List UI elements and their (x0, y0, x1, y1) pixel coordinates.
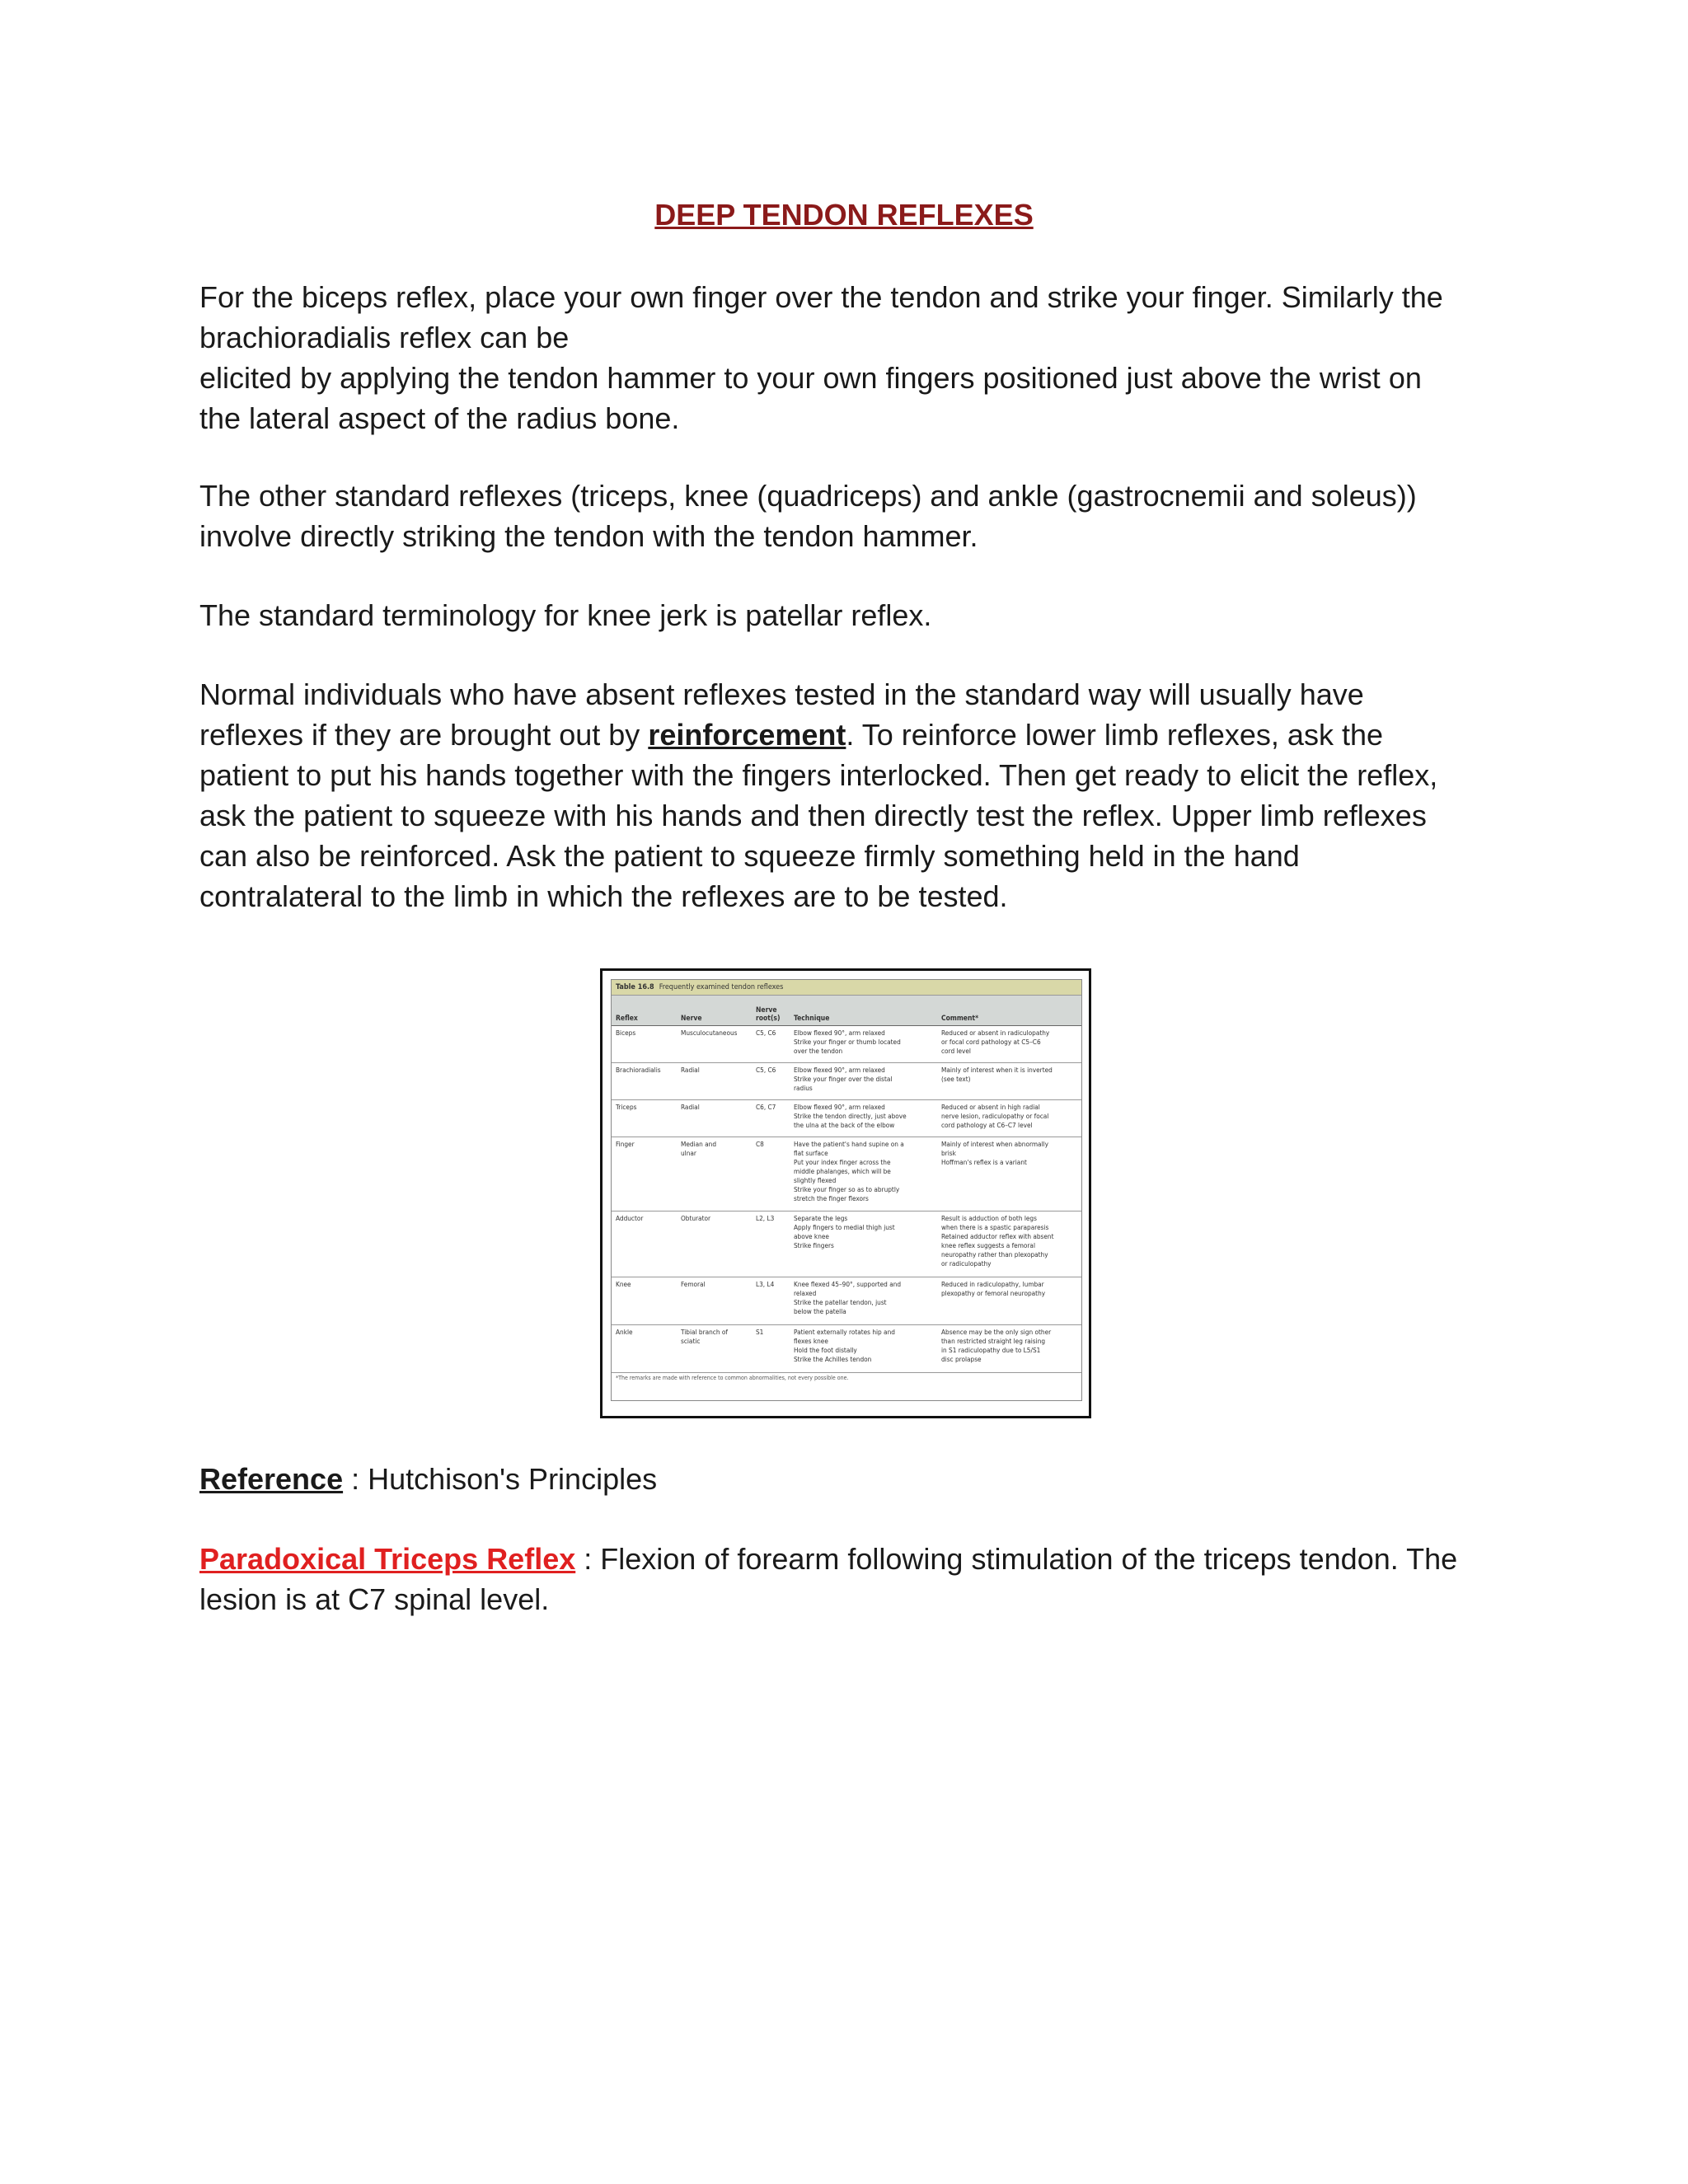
table-cell: C5, C6 (756, 1029, 776, 1037)
table-row (612, 1325, 1081, 1373)
page-title: DEEP TENDON REFLEXES (654, 198, 1034, 232)
table-cell: Finger (616, 1140, 635, 1148)
table-row (612, 1277, 1081, 1325)
text-line: can also be reinforced. Ask the patient to squeeze firmly something held in the hand (199, 839, 1300, 873)
paragraph-standard-reflexes (199, 476, 1502, 556)
table-row (612, 1137, 1081, 1212)
table-cell: Radial (681, 1103, 700, 1111)
table-number: Table 16.8 (616, 983, 654, 991)
table-cell: Reduced in radiculopathy, lumbar plexopathy or femoral neuropathy (941, 1280, 1046, 1297)
table-cell: Mainly of interest when it is inverted (see text) (941, 1066, 1053, 1083)
text-line: The other standard reflexes (triceps, knee (quadriceps) and ankle (gastrocnemii and soleus)) (199, 479, 1417, 513)
table-header-cell: Comment* (941, 1015, 979, 1023)
table-footnote: *The remarks are made with reference to common abnormalities, not every possible one. (616, 1375, 849, 1381)
table-cell: Elbow flexed 90°, arm relaxed Strike your finger over the distal radius (794, 1066, 893, 1092)
table-header-cell: Reflex (616, 1015, 638, 1023)
table-cell: Knee (616, 1280, 631, 1288)
table-cell: L2, L3 (756, 1214, 775, 1222)
reference-label: Reference (199, 1462, 344, 1496)
text-line (199, 715, 1502, 755)
reference-line (199, 1459, 1502, 1499)
table-cell: Radial (681, 1066, 700, 1074)
text-line: ask the patient to squeeze with his hands and then directly test the reflex. Upper limb reflexes (199, 799, 1427, 832)
table-cell: Absence may be the only sign other than restricted straight leg raising in S1 radiculopathy due to L5/S1 disc prolapse (941, 1328, 1052, 1363)
table-cell: Knee flexed 45–90°, supported and relaxed Strike the patellar tendon, just below the patella (794, 1280, 902, 1315)
table-cell: Tibial branch of sciatic (681, 1328, 728, 1345)
table-row (612, 1026, 1081, 1063)
paradoxical-triceps-link[interactable]: Paradoxical Triceps Reflex (199, 1542, 576, 1576)
table-cell: Patient externally rotates hip and flexes knee Hold the foot distally Strike the Achilles tendon (794, 1328, 895, 1363)
text-line: Normal individuals who have absent reflexes tested in the standard way will usually have (199, 677, 1364, 711)
table-header-row (612, 996, 1081, 1026)
paragraph-reinforcement (199, 674, 1502, 916)
table-row (612, 1100, 1081, 1137)
table-cell: Femoral (681, 1280, 706, 1288)
text-line: lesion is at C7 spinal level. (199, 1582, 550, 1616)
paradoxical-triceps-paragraph (199, 1539, 1502, 1619)
text-fragment: : Flexion of forearm following stimulation of the triceps tendon. The (575, 1542, 1458, 1576)
reference-text: : Hutchison's Principles (343, 1462, 658, 1496)
table-cell: Biceps (616, 1029, 636, 1037)
table-cell: C5, C6 (756, 1066, 776, 1074)
table-cell: Brachioradialis (616, 1066, 661, 1074)
table-cell: Triceps (616, 1103, 637, 1111)
text-line: The standard terminology for knee jerk is patellar reflex. (199, 598, 932, 632)
reflex-table (611, 979, 1082, 1401)
table-cell: Ankle (616, 1328, 633, 1336)
table-header-cell: Nerve root(s) (756, 1006, 781, 1023)
table-row (612, 1063, 1081, 1100)
table-cell: Have the patient's hand supine on a flat surface Put your index finger across the middle phalanges, which will be slightly flexed Strike your finger so as to abruptly stretch the finger flexors (794, 1140, 904, 1202)
table-cell: C8 (756, 1140, 764, 1148)
table-cell: Obturator (681, 1214, 710, 1222)
table-caption-text: Frequently examined tendon reflexes (659, 983, 784, 991)
text-line: brachioradialis reflex can be (199, 321, 570, 354)
table-cell: C6, C7 (756, 1103, 776, 1111)
table-cell: Musculocutaneous (681, 1029, 738, 1037)
text-line: For the biceps reflex, place your own finger over the tendon and strike your finger. Similarly the (199, 280, 1443, 314)
table-cell: Median and ulnar (681, 1140, 716, 1157)
text-fragment: . To reinforce lower limb reflexes, ask the (846, 718, 1383, 752)
text-line: elicited by applying the tendon hammer to your own fingers positioned just above the wrist on (199, 361, 1422, 395)
reinforcement-link[interactable]: reinforcement (648, 718, 846, 752)
paragraph-terminology (199, 595, 1502, 635)
table-header-cell: Technique (794, 1015, 830, 1023)
text-line (199, 1539, 1502, 1579)
text-line: patient to put his hands together with the fingers interlocked. Then get ready to elicit the reflex, (199, 758, 1438, 792)
table-cell: Elbow flexed 90°, arm relaxed Strike your finger or thumb located over the tendon (794, 1029, 901, 1055)
table-cell: Adductor (616, 1214, 644, 1222)
text-line: contralateral to the limb in which the reflexes are to be tested. (199, 879, 1008, 913)
table-header-cell: Nerve (681, 1015, 702, 1023)
text-fragment: reflexes if they are brought out by (199, 718, 649, 752)
table-cell: Mainly of interest when abnormally brisk Hoffman's reflex is a variant (941, 1140, 1048, 1166)
table-cell: Reduced or absent in high radial nerve lesion, radiculopathy or focal cord pathology at C6–C7 level (941, 1103, 1049, 1129)
table-caption (612, 980, 1081, 996)
text-line: the lateral aspect of the radius bone. (199, 401, 680, 435)
table-cell: L3, L4 (756, 1280, 775, 1288)
table-row (612, 1212, 1081, 1277)
text-line: involve directly striking the tendon with the tendon hammer. (199, 519, 978, 553)
paragraph-biceps (199, 277, 1502, 438)
table-cell: Elbow flexed 90°, arm relaxed Strike the tendon directly, just above the ulna at the back of the elbow (794, 1103, 907, 1129)
table-cell: Result is adduction of both legs when there is a spastic paraparesis Retained adductor reflex with absent knee reflex suggests a femoral neuropathy rather than plexopathy or radiculopathy (941, 1214, 1054, 1268)
table-cell: S1 (756, 1328, 764, 1336)
table-cell: Separate the legs Apply fingers to medial thigh just above knee Strike fingers (794, 1214, 895, 1249)
tendon-reflex-table-image (600, 968, 1091, 1418)
table-cell: Reduced or absent in radiculopathy or focal cord pathology at C5–C6 cord level (941, 1029, 1050, 1055)
